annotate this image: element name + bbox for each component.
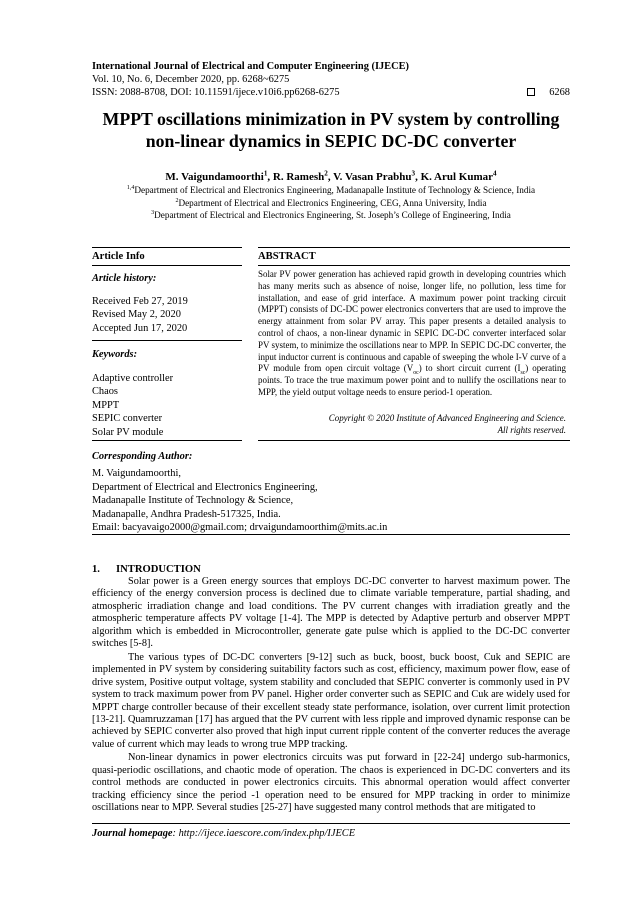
- history-revised: Revised May 2, 2020: [92, 309, 181, 320]
- homepage-url[interactable]: : http://ijece.iaescore.com/index.php/IJECE: [172, 828, 356, 839]
- page-number: 6268: [549, 87, 570, 98]
- keyword: Chaos: [92, 386, 118, 397]
- article-info-heading: Article Info: [92, 251, 145, 262]
- abstract-text: Solar PV power generation has achieved rapid growth in developing countries which has many merits such as absence of noise, longer life, no pollution, less time for installation, and ease of grid interface. A maximum power point tracking circuit (MPPT) consists of DC-DC power electronics converters that are used to improve the energy attainment from solar PV array. This paper presents a detailed analysis to control of chaos, a non-linear dynamic in SEPIC DC-DC converter interfaced solar PV system, to minimize the oscillations near to MPP. In SEPIC DC-DC converter, the input inductor current is continuous and capable of sweeping the whole I-V curve of a PV module from open circuit voltage $(V_{oc})$ to short circuit current $(I_{sc})$ operating points. To trace the true maximum power point and to nullify the oscillations near to MPP, the yield output voltage needs to ensure period-1 operation.: [258, 269, 566, 397]
- journal-name: International Journal of Electrical and Computer Engineering (IJECE): [92, 61, 410, 72]
- corresponding-line: Department of Electrical and Electronics Engineering,: [92, 481, 318, 493]
- info-bottom-rule-left: [92, 440, 242, 441]
- paragraph: The various types of DC-DC converters [9-12] such as buck, boost, buck boost, Cuk and SEPIC are implemented in PV system by considering suitability factors such as cost, efficiency, maximum power flow, ease of drive system, Positive output voltage, system stability and concluded that SEPIC converter is commonly used in PV system to track maximum power from PV panel. Higher order converter such as SEPIC and Cuk are widely used for MPPT charge controller because of their excellent steady state performance, isolation, over current limit protection [13-21]. Quamruzzaman [17] has argued that the PV current with less ripple and improved dynamic response can be achieved by SEPIC converter also proved that high input current ripple content of the converter reduces the average value of current which may leads to wrong true MPP tracking.: [92, 651, 570, 750]
- title-line-1: MPPT oscillations minimization in PV system by controlling: [102, 109, 560, 129]
- abstract-heading: ABSTRACT: [258, 251, 316, 262]
- info-bottom-rule-right: [258, 440, 570, 441]
- paragraph: Non-linear dynamics in power electronics circuits was put forward in [22-24] undergo sub-harmonics, quasi-periodic oscillations, and chaotic mode of operation. The chaos is experienced in DC-DC converters and its control methods are conducted in power electronics circuits. This abnormal operation would affect converter tracking efficiency since the period -1 operation need to be ensured for MPP tracking in order to minimize oscillations near to MPP. Several studies [25-27] have suggested many control methods that are mitigated to: [92, 752, 570, 814]
- author-4-sup: 4: [493, 169, 497, 178]
- author-2-sup: 2: [324, 169, 328, 178]
- affiliation-list: [92, 184, 570, 222]
- keyword: MPPT: [92, 399, 120, 411]
- keywords-heading: Keywords:: [92, 349, 138, 360]
- corresponding-line: M. Vaigundamoorthi,: [92, 468, 181, 480]
- info-under-rule-right: [258, 265, 570, 266]
- history-received: Received Feb 27, 2019: [92, 295, 188, 307]
- paragraph: Solar power is a Green energy sources that employs DC-DC converter to harvest maximum power. The efficiency of the energy conversion process is declined due to climate variable temperature, partial shading, and atmospheric irradiation change and load conditions. The PV current changes with irradiation greatly and the atmospheric temperature affects PV voltage [1-4]. The MPP is detected by Adaptive perturb and observer MPPT algorithm which is embedded in Microcontroller, generate gate pulse which is applied to the DC-DC converter switches [5-8].: [92, 576, 570, 650]
- corresponding-line: Madanapalle, Andhra Pradesh-517325, India.: [92, 508, 281, 520]
- info-under-rule-left: [92, 265, 242, 266]
- keywords-block: [92, 348, 242, 439]
- affiliation-3: $^3$Department of Electrical and Electronics Engineering, St. Joseph’s College of Engineering, India: [151, 209, 511, 220]
- corresponding-line: Madanapalle Institute of Technology & Science,: [92, 495, 294, 507]
- section-number: 1.: [92, 564, 100, 575]
- author-list: M. Vaigundamoorthi$^1$, R. Ramesh$^2$, V. Vasan Prabhu$^3$, K. Arul Kumar$^4$: [165, 169, 497, 183]
- keyword: Solar PV module: [92, 426, 164, 438]
- title-line-2: non-linear dynamics in SEPIC DC-DC converter: [145, 131, 517, 151]
- copyright-notice: Copyright © 2020 Institute of Advanced Engineering and Science. All rights reserved.: [328, 413, 566, 435]
- footer-rule: [92, 823, 570, 824]
- info-top-rule-right: [258, 247, 570, 248]
- history-accepted: Accepted Jun 17, 2020: [92, 322, 188, 334]
- corresponding-heading: Corresponding Author:: [92, 451, 193, 462]
- corresponding-bottom-rule: [92, 534, 570, 535]
- author-3-sup: 3: [411, 169, 416, 178]
- corresponding-author: [92, 450, 570, 534]
- homepage-label: Journal homepage: [92, 828, 173, 839]
- affiliation-2: $^2$Department of Electrical and Electronics Engineering, CEG, Anna University, India: [175, 197, 487, 208]
- journal-homepage: [92, 828, 355, 839]
- keyword: Adaptive controller: [92, 372, 174, 384]
- article-history: [92, 272, 242, 335]
- author-1: M. Vaigundamoorthi: [165, 171, 264, 183]
- affiliation-1: $^{1,4}$Department of Electrical and Electronics Engineering, Madanapalle Institute of Technology & Science, India: [126, 184, 536, 195]
- square-icon: [527, 88, 535, 96]
- author-2: R. Ramesh: [272, 171, 325, 183]
- issn-row: [92, 86, 570, 99]
- author-1-sup: 1: [263, 169, 268, 178]
- journal-volume: Vol. 10, No. 6, December 2020, pp. 6268~6275: [92, 74, 290, 85]
- history-heading: Article history:: [92, 273, 157, 284]
- paper-title: [92, 108, 570, 152]
- history-divider: [92, 340, 242, 341]
- section-heading: [92, 564, 201, 575]
- journal-header: [92, 60, 570, 99]
- page-number-group: [527, 86, 570, 99]
- author-3: V. Vasan Prabhu: [333, 171, 412, 183]
- keyword: SEPIC converter: [92, 413, 163, 424]
- info-top-rule-left: [92, 247, 242, 248]
- corresponding-email: Email: bacyavaigo2000@gmail.com; drvaigundamoorthim@mits.ac.in: [92, 522, 388, 534]
- journal-issn: ISSN: 2088-8708, DOI: 10.11591/ijece.v10i6.pp6268-6275: [92, 87, 340, 98]
- author-4: K. Arul Kumar: [420, 171, 494, 183]
- section-title: INTRODUCTION: [116, 564, 201, 575]
- body-text: [92, 576, 570, 816]
